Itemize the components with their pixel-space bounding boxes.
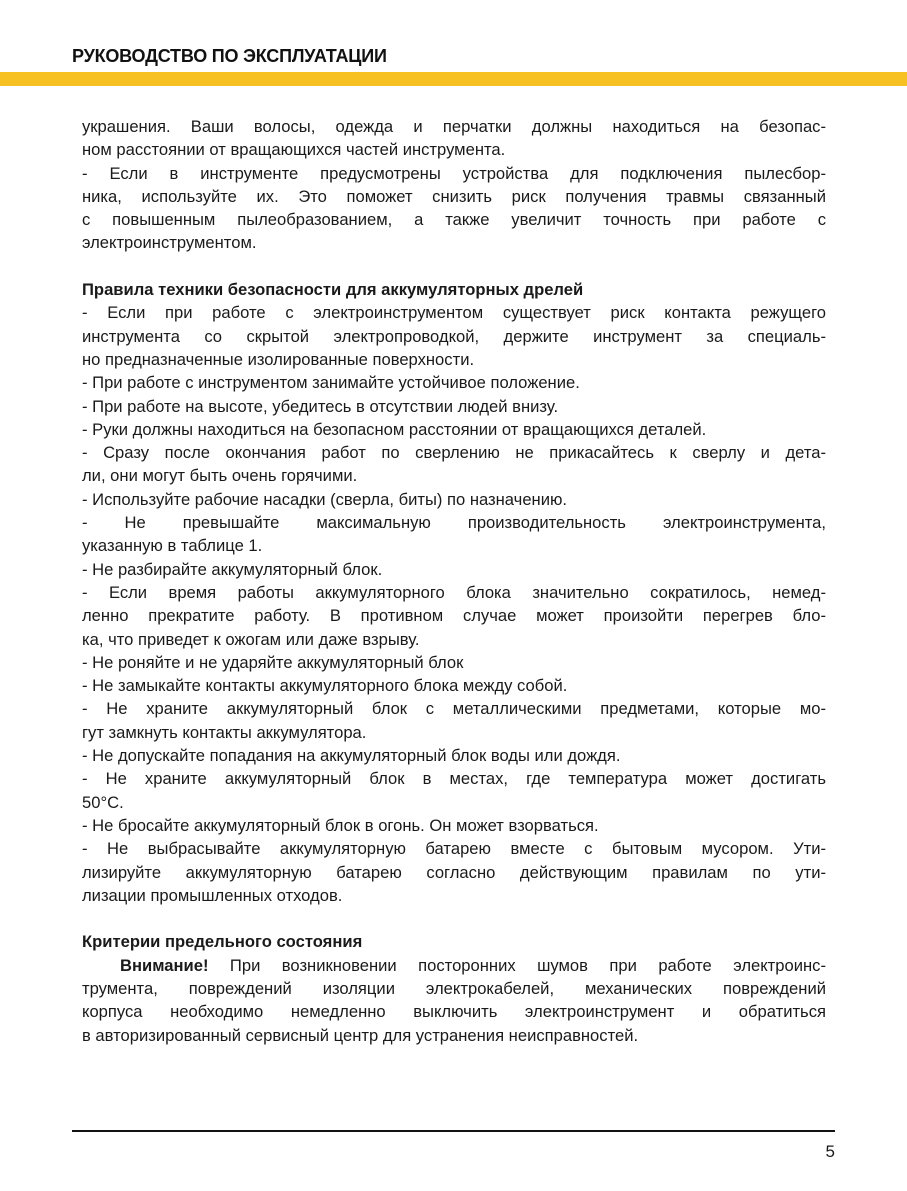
- text-line: - Если время работы аккумуляторного блока значительно сократилось, немед-: [82, 582, 826, 602]
- text-line: - Не выбрасывайте аккумуляторную батарею вместе с бытовым мусором. Ути-: [82, 839, 826, 859]
- text-line: - Не разбирайте аккумуляторный блок.: [82, 559, 383, 579]
- text-line: - Не превышайте максимальную производительность электроинструмента,: [82, 513, 826, 533]
- paragraph: [82, 488, 826, 511]
- text-line: инструмента со скрытой электропроводкой, держите инструмент за специаль-: [82, 326, 826, 346]
- text-line: электроинструментом.: [82, 233, 257, 253]
- paragraph: [82, 767, 826, 814]
- paragraph: [82, 418, 826, 441]
- text-line: - Если при работе с электроинструментом существует риск контакта режущего: [82, 303, 826, 323]
- blank-line: [82, 907, 826, 930]
- section-heading: [82, 930, 826, 953]
- paragraph: [82, 814, 826, 837]
- text-line: трумента, повреждений изоляции электрокабелей, механических повреждений: [82, 978, 826, 998]
- text-line: указанную в таблице 1.: [82, 536, 263, 556]
- text-line: - Руки должны находиться на безопасном расстоянии от вращающихся деталей.: [82, 419, 707, 439]
- text-line: но предназначенные изолированные поверхности.: [82, 349, 475, 369]
- paragraph: [82, 651, 826, 674]
- paragraph: [82, 395, 826, 418]
- paragraph: [82, 301, 826, 371]
- paragraph: [82, 744, 826, 767]
- paragraph: [82, 115, 826, 162]
- section-heading: [82, 278, 826, 301]
- text-line: [82, 954, 826, 977]
- text-line: в авторизированный сервисный центр для устранения неисправностей.: [82, 1025, 639, 1045]
- text-line: лизируйте аккумуляторную батарею согласно действующим правилам по ути-: [82, 862, 826, 882]
- paragraph: [82, 511, 826, 558]
- text-line: - Используйте рабочие насадки (сверла, биты) по назначению.: [82, 489, 568, 509]
- paragraph: [82, 581, 826, 651]
- text-line: Правила техники безопасности для аккумуляторных дрелей: [82, 280, 584, 300]
- header-accent-bar: [0, 72, 907, 86]
- footer-divider: [72, 1130, 835, 1132]
- blank-line: [82, 255, 826, 278]
- text-line: корпуса необходимо немедленно выключить электроинструмент и обратиться: [82, 1002, 826, 1022]
- text-line: ли, они могут быть очень горячими.: [82, 466, 358, 486]
- paragraph: [82, 441, 826, 488]
- paragraph: [82, 558, 826, 581]
- text-line: гут замкнуть контакты аккумулятора.: [82, 722, 367, 742]
- text-line: - Не бросайте аккумуляторный блок в огонь. Он может взорваться.: [82, 815, 599, 835]
- page-number: 5: [825, 1142, 835, 1161]
- text-line: - При работе с инструментом занимайте устойчивое положение.: [82, 373, 580, 393]
- paragraph: [82, 954, 826, 1047]
- text-line: лизации промышленных отходов.: [82, 885, 343, 905]
- text-run: При возникновении посторонних шумов при работе электроинс-: [208, 955, 826, 975]
- paragraph: [82, 162, 826, 255]
- text-line: ном расстоянии от вращающихся частей инструмента.: [82, 140, 506, 160]
- document-body: [82, 115, 826, 1047]
- paragraph: [82, 674, 826, 697]
- warning-lead: Внимание!: [120, 955, 209, 975]
- text-line: - Не роняйте и не ударяйте аккумуляторный блок: [82, 652, 464, 672]
- text-line: - При работе на высоте, убедитесь в отсутствии людей внизу.: [82, 396, 559, 416]
- text-line: ника, используйте их. Это поможет снизить риск получения травмы связанный: [82, 186, 826, 206]
- text-line: - Если в инструменте предусмотрены устройства для подключения пылесбор-: [82, 163, 826, 183]
- text-line: с повышенным пылеобразованием, а также увеличит точность при работе с: [82, 210, 826, 230]
- text-line: - Не храните аккумуляторный блок с металлическими предметами, которые мо-: [82, 699, 826, 719]
- paragraph: [82, 697, 826, 744]
- paragraph: [82, 837, 826, 907]
- text-line: - Не храните аккумуляторный блок в местах, где температура может достигать: [82, 769, 826, 789]
- document-header-title: РУКОВОДСТВО ПО ЭКСПЛУАТАЦИИ: [72, 46, 387, 66]
- text-line: ленно прекратите работу. В противном случае может произойти перегрев бло-: [82, 606, 826, 626]
- text-line: - Не замыкайте контакты аккумуляторного блока между собой.: [82, 676, 568, 696]
- text-line: Критерии предельного состояния: [82, 932, 363, 952]
- text-line: украшения. Ваши волосы, одежда и перчатки должны находиться на безопас-: [82, 117, 826, 136]
- text-line: 50°C.: [82, 792, 124, 812]
- text-line: - Сразу после окончания работ по сверлению не прикасайтесь к сверлу и дета-: [82, 443, 826, 463]
- text-line: ка, что приведет к ожогам или даже взрыву.: [82, 629, 420, 649]
- text-line: - Не допускайте попадания на аккумуляторный блок воды или дождя.: [82, 746, 621, 766]
- paragraph: [82, 371, 826, 394]
